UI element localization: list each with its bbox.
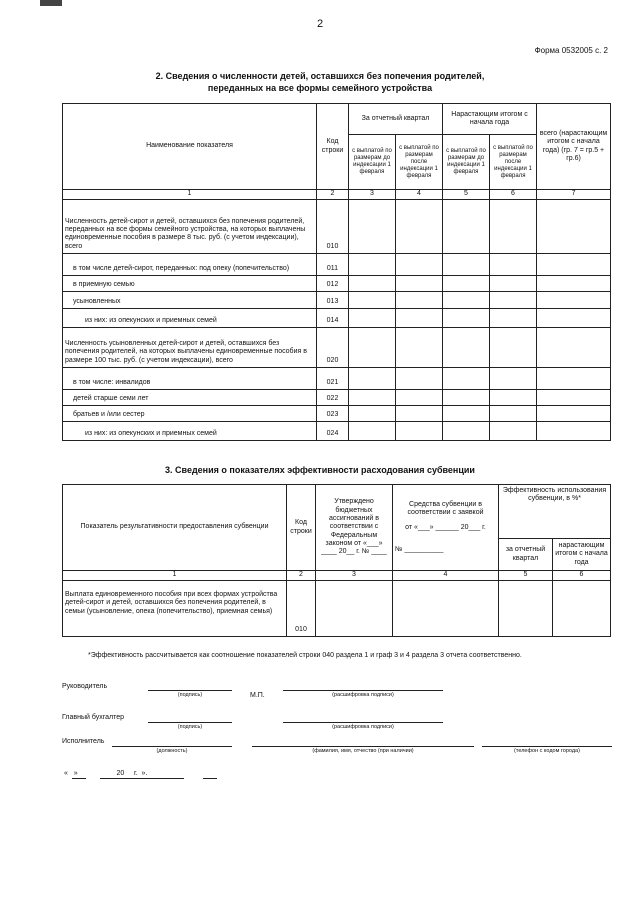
accountant-label: Главный бухгалтер — [62, 714, 124, 721]
colnum: 3 — [349, 190, 396, 200]
row-code: 020 — [317, 328, 349, 368]
executor-label: Исполнитель — [62, 738, 105, 745]
mp-label: М.П. — [250, 692, 265, 699]
row-label: в приемную семью — [63, 276, 317, 292]
s3-funds-date: от «___» ______ 20___ г. — [405, 523, 486, 531]
table-row — [63, 390, 611, 406]
date-line: « » 20 г. ». — [64, 770, 148, 777]
cell[interactable] — [443, 292, 490, 309]
cell[interactable] — [443, 328, 490, 368]
s3-head-approved: Утверждено бюджетных ассигнований в соответствии с Федеральным законом от «___» ____ 20__ г. № ____ — [316, 485, 393, 571]
cell[interactable] — [490, 422, 537, 441]
row-code: 024 — [317, 422, 349, 441]
date-year-line[interactable] — [203, 778, 217, 779]
section2-table — [62, 103, 611, 441]
section2-title-line2: переданных на все формы семейного устройства — [207, 83, 433, 93]
cell[interactable] — [553, 581, 611, 637]
cell[interactable] — [443, 254, 490, 276]
row-code: 012 — [317, 276, 349, 292]
accountant-decode-caption: (расшифровка подписи) — [332, 724, 394, 730]
fio-caption: (фамилия, имя, отчество (при наличии) — [312, 748, 414, 754]
row-label: в том числе детей-сирот, переданных: под опеку (попечительство) — [63, 254, 317, 276]
colnum: 6 — [490, 190, 537, 200]
cell[interactable] — [490, 254, 537, 276]
cell[interactable] — [349, 309, 396, 328]
s3-head-name: Показатель результативности предоставления субвенции — [63, 485, 287, 571]
row-code: 014 — [317, 309, 349, 328]
head-decode-line[interactable] — [283, 690, 443, 691]
head-sign-caption: (подпись) — [177, 692, 203, 698]
cell[interactable] — [443, 276, 490, 292]
cell[interactable] — [490, 200, 537, 254]
head-label: Руководитель — [62, 683, 108, 690]
table-row — [63, 328, 611, 368]
cell[interactable] — [499, 581, 553, 637]
cell[interactable] — [443, 406, 490, 422]
cell[interactable] — [349, 390, 396, 406]
cell[interactable] — [537, 200, 611, 254]
row-code: 022 — [317, 390, 349, 406]
cell[interactable] — [349, 368, 396, 390]
accountant-decode-line[interactable] — [283, 722, 443, 723]
cell[interactable] — [537, 309, 611, 328]
section2-title — [60, 70, 580, 94]
row-code: 011 — [317, 254, 349, 276]
page-number: 2 — [316, 18, 324, 30]
cell[interactable] — [537, 254, 611, 276]
cell[interactable] — [490, 328, 537, 368]
phone-caption: (телефон с кодом города) — [514, 748, 580, 754]
s3-head-funds — [393, 485, 499, 571]
colnum: 3 — [316, 571, 393, 581]
row-label: усыновленных — [63, 292, 317, 309]
row-label: Численность усыновленных детей-сирот и детей, оставшихся без попечения родителей, на которых выплачены единовременные пособия в размере 100 тыс. руб. (с учетом индексации), всего — [63, 328, 317, 368]
s3-head-eff-q: за отчетный квартал — [499, 539, 553, 571]
head-quarter: За отчетный квартал — [349, 104, 443, 135]
accountant-sign-line[interactable] — [148, 722, 232, 723]
s3-head-code: Код строки — [287, 485, 316, 571]
footnote: *Эффективность рассчитывается как соотношение показателей строки 040 раздела 1 и граф 3 и 4 раздела 3 отчета соответственно. — [88, 652, 522, 659]
cell[interactable] — [396, 309, 443, 328]
accountant-sign-caption: (подпись) — [177, 724, 203, 730]
form-reference: Форма 0532005 с. 2 — [534, 46, 608, 55]
cell[interactable] — [443, 368, 490, 390]
date-day-line[interactable] — [72, 778, 86, 779]
s3-funds-number: № __________ — [395, 545, 444, 553]
cell[interactable] — [490, 390, 537, 406]
cell[interactable] — [490, 368, 537, 390]
row-code: 010 — [317, 200, 349, 254]
row-label: детей старше семи лет — [63, 390, 317, 406]
cell[interactable] — [349, 422, 396, 441]
row-label: Выплата единовременного пособия при всех формах устройства детей-сирот и детей, оставшихся без попечения родителей, в семьи (усыновление, опека (попечительство), приемная семья) — [63, 581, 287, 637]
scan-mark — [40, 0, 62, 6]
head-c-after: с выплатой по размерам после индексации 1 февраля — [490, 135, 537, 190]
cell[interactable] — [393, 581, 499, 637]
cell[interactable] — [537, 422, 611, 441]
section2-title-line1: 2. Сведения о численности детей, оставшихся без попечения родителей, — [155, 71, 485, 81]
head-cumulative: Нарастающим итогом с начала года — [443, 104, 537, 135]
position-caption: (должность) — [156, 748, 188, 754]
cell[interactable] — [396, 390, 443, 406]
cell[interactable] — [490, 292, 537, 309]
head-c-before: с выплатой по размерам до индексации 1 февраля — [443, 135, 490, 190]
s3-head-eff-c: нарастающим итогом с начала года — [553, 539, 611, 571]
cell[interactable] — [537, 292, 611, 309]
row-code: 013 — [317, 292, 349, 309]
head-sign-line[interactable] — [148, 690, 232, 691]
head-q-before: с выплатой по размерам до индексации 1 февраля — [349, 135, 396, 190]
cell[interactable] — [490, 309, 537, 328]
head-total: всего (нарастающим итогом с начала года) (гр. 7 = гр.5 + гр.6) — [537, 104, 611, 190]
row-code: 021 — [317, 368, 349, 390]
table-row — [63, 292, 611, 309]
cell[interactable] — [396, 406, 443, 422]
colnum: 4 — [393, 571, 499, 581]
table-row — [63, 254, 611, 276]
cell[interactable] — [396, 292, 443, 309]
cell[interactable] — [396, 200, 443, 254]
cell[interactable] — [537, 390, 611, 406]
cell[interactable] — [349, 276, 396, 292]
table-row — [63, 276, 611, 292]
table-row — [63, 581, 611, 637]
section3-title: 3. Сведения о показателях эффективности расходования субвенции — [165, 465, 475, 475]
cell[interactable] — [396, 254, 443, 276]
row-code: 023 — [317, 406, 349, 422]
cell[interactable] — [537, 368, 611, 390]
s3-funds-label: Средства субвенции в соответствии с заявкой — [407, 500, 484, 517]
colnum: 1 — [63, 190, 317, 200]
executor-position-line[interactable] — [112, 746, 232, 747]
cell[interactable] — [349, 292, 396, 309]
cell[interactable] — [443, 200, 490, 254]
colnum: 7 — [537, 190, 611, 200]
cell[interactable] — [349, 406, 396, 422]
colnum: 2 — [287, 571, 316, 581]
cell[interactable] — [349, 200, 396, 254]
cell[interactable] — [537, 328, 611, 368]
head-q-after: с выплатой по размерам после индексации 1 февраля — [396, 135, 443, 190]
table-row — [63, 422, 611, 441]
colnum: 5 — [443, 190, 490, 200]
cell[interactable] — [396, 328, 443, 368]
row-label: в том числе: инвалидов — [63, 368, 317, 390]
cell[interactable] — [396, 276, 443, 292]
table-row — [63, 368, 611, 390]
cell[interactable] — [443, 309, 490, 328]
executor-phone-line[interactable] — [482, 746, 612, 747]
colnum: 2 — [317, 190, 349, 200]
table-row — [63, 309, 611, 328]
cell[interactable] — [349, 254, 396, 276]
row-label: из них: из опекунских и приемных семей — [63, 422, 317, 441]
cell[interactable] — [316, 581, 393, 637]
cell[interactable] — [490, 276, 537, 292]
date-month-line[interactable] — [100, 778, 184, 779]
row-code: 010 — [287, 581, 316, 637]
cell[interactable] — [443, 422, 490, 441]
cell[interactable] — [490, 406, 537, 422]
cell[interactable] — [537, 276, 611, 292]
row-label: братьев и /или сестер — [63, 406, 317, 422]
cell[interactable] — [396, 422, 443, 441]
cell[interactable] — [396, 368, 443, 390]
colnum: 1 — [63, 571, 287, 581]
cell[interactable] — [443, 390, 490, 406]
section3-table — [62, 484, 611, 637]
table-row — [63, 200, 611, 254]
colnum: 4 — [396, 190, 443, 200]
colnum: 6 — [553, 571, 611, 581]
colnum: 5 — [499, 571, 553, 581]
executor-fio-line[interactable] — [252, 746, 474, 747]
head-code: Код строки — [317, 104, 349, 190]
cell[interactable] — [349, 328, 396, 368]
head-name: Наименование показателя — [63, 104, 317, 190]
s3-head-eff: Эффективность использования субвенции, в %* — [499, 485, 611, 539]
row-label: Численность детей-сирот и детей, оставшихся без попечения родителей, переданных на все формы семейного устройства, на которых выплачены единовременные пособия в размере 8 тыс. руб. (с учетом индексации), всего — [63, 200, 317, 254]
table-row — [63, 406, 611, 422]
head-decode-caption: (расшифровка подписи) — [332, 692, 394, 698]
cell[interactable] — [537, 406, 611, 422]
row-label: из них: из опекунских и приемных семей — [63, 309, 317, 328]
